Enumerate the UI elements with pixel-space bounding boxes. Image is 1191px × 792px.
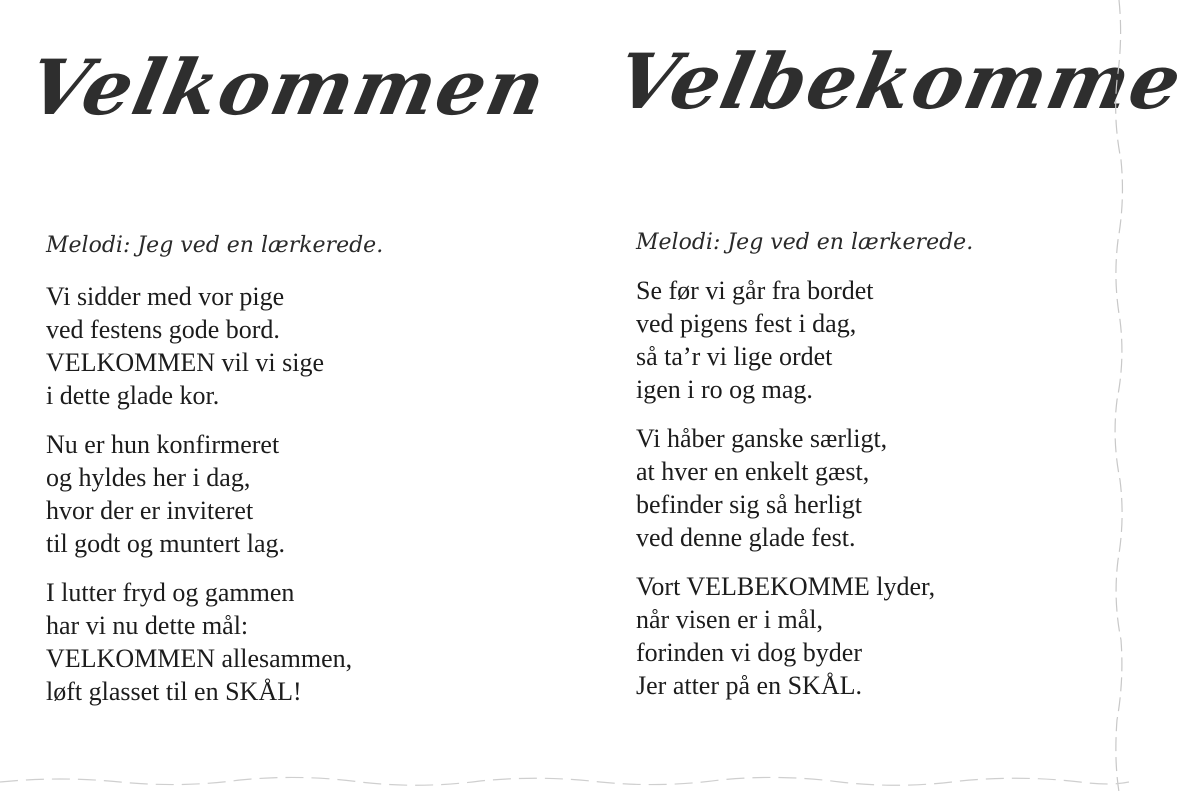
verse-line: så ta’r vi lige ordet: [636, 342, 833, 371]
verse-line: ved festens gode bord.: [46, 315, 280, 344]
verse-line: Vi håber ganske særligt,: [636, 424, 888, 453]
deckled-paper-edge-bottom: [0, 762, 1129, 792]
verse-line: VELKOMMEN allesammen,: [46, 644, 353, 673]
verse-line: befinder sig så herligt: [636, 490, 862, 519]
verse-line: at hver en enkelt gæst,: [636, 457, 870, 486]
verses-left: [46, 280, 352, 724]
title-velkommen: Velkommen: [20, 43, 555, 132]
verse-line: Se før vi går fra bordet: [636, 276, 874, 305]
stanza: [46, 280, 352, 412]
stanza: [636, 274, 935, 406]
verse-line: forinden vi dog byder: [636, 638, 863, 667]
verse-line: Jer atter på en SKÅL.: [636, 671, 862, 700]
verse-line: igen i ro og mag.: [636, 375, 813, 404]
verse-line: Vi sidder med vor pige: [46, 282, 285, 311]
verse-line: i dette glade kor.: [46, 381, 220, 410]
verse-line: hvor der er inviteret: [46, 496, 254, 525]
title-velbekomme: Velbekomme: [608, 37, 1191, 126]
verse-line: løft glasset til en SKÅL!: [46, 677, 302, 706]
melody-note-left: Melodi: Jeg ved en lærkerede.: [46, 233, 384, 258]
verse-line: I lutter fryd og gammen: [46, 578, 295, 607]
verse-line: ved pigens fest i dag,: [636, 309, 857, 338]
stanza: [46, 576, 352, 708]
verse-line: til godt og muntert lag.: [46, 529, 286, 558]
verse-line: ved denne glade fest.: [636, 523, 856, 552]
verse-line: VELKOMMEN vil vi sige: [46, 348, 325, 377]
verse-line: når visen er i mål,: [636, 605, 823, 634]
verse-line: har vi nu dette mål:: [46, 611, 249, 640]
stanza: [636, 422, 935, 554]
verse-line: Vort VELBEKOMME lyder,: [636, 572, 936, 601]
verse-line: Nu er hun konfirmeret: [46, 430, 280, 459]
verse-line: og hyldes her i dag,: [46, 463, 251, 492]
stanza: [636, 570, 935, 702]
melody-note-right: Melodi: Jeg ved en lærkerede.: [636, 230, 974, 255]
verses-right: [636, 274, 935, 718]
stanza: [46, 428, 352, 560]
deckled-paper-edge-right: [1089, 0, 1129, 792]
